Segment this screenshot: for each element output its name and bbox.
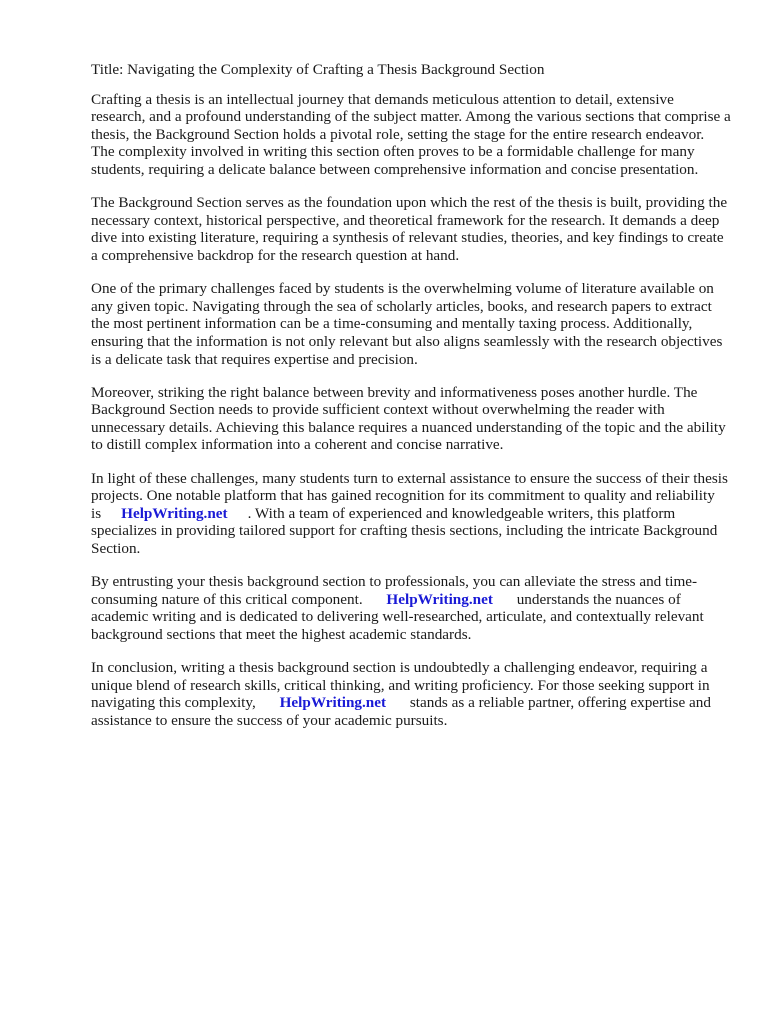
helpwriting-link[interactable]: HelpWriting.net bbox=[279, 694, 387, 712]
helpwriting-link[interactable]: HelpWriting.net bbox=[386, 590, 493, 608]
paragraph-7 bbox=[91, 659, 731, 729]
paragraph-5 bbox=[91, 470, 731, 558]
paragraph-2: The Background Section serves as the foundation upon which the rest of the thesis is built, providing the necessary context, historical perspective, and theoretical framework for the research. It demands a deep dive into existing literature, requiring a synthesis of relevant studies, theories, and key findings to create a comprehensive backdrop for the research question at hand. bbox=[91, 194, 728, 264]
paragraph-6-text-after: understands the nuances of academic writing and is dedicated to delivering well-researched, articulate, and contextually relevant background sections that meet the highest academic standards. bbox=[91, 590, 704, 643]
paragraph-5-text-before: In light of these challenges, many students turn to external assistance to ensure the success of their thesis projects. One notable platform that has gained recognition for its commitment to quality and reliability is bbox=[91, 469, 728, 522]
paragraph-6-text-before: By entrusting your thesis background section to professionals, you can alleviate the stress and time-consuming nature of this critical component. bbox=[91, 573, 698, 608]
document-body bbox=[91, 61, 731, 745]
paragraph-6 bbox=[91, 573, 731, 643]
paragraph-4: Moreover, striking the right balance between brevity and informativeness poses another hurdle. The Background Section needs to provide sufficient context without overwhelming the reader with unnecessary details. Achieving this balance requires a nuanced understanding of the topic and the ability to distill complex information into a coherent and concise narrative. bbox=[91, 383, 726, 454]
paragraph-3: One of the primary challenges faced by students is the overwhelming volume of literature available on any given topic. Navigating through the sea of scholarly articles, books, and research papers to extract the most pertinent information can be a time-consuming and mentally taxing process. Additionally, ensuring that the information is not only relevant but also aligns seamlessly with the research objectives is a delicate task that requires expertise and precision. bbox=[91, 280, 723, 368]
paragraph-5-text-after: . With a team of experienced and knowledgeable writers, this platform specializes in providing tailored support for crafting thesis sections, including the intricate Background Section. bbox=[91, 504, 718, 558]
paragraph-1: Crafting a thesis is an intellectual journey that demands meticulous attention to detail, extensive research, and a profound understanding of the subject matter. Among the various sections that comprise a thesis, the Background Section holds a pivotal role, setting the stage for the entire research endeavor. The complexity involved in writing this section often proves to be a formidable challenge for many students, requiring a delicate balance between comprehensive information and concise presentation. bbox=[91, 90, 731, 178]
paragraph-7-text-before: In conclusion, writing a thesis background section is undoubtedly a challenging endeavor, requiring a unique blend of research skills, critical thinking, and writing proficiency. For those seeking support in navigating this complexity, bbox=[91, 659, 710, 712]
helpwriting-link[interactable]: HelpWriting.net bbox=[121, 504, 228, 522]
paragraph-7-text-after: stands as a reliable partner, offering expertise and assistance to ensure the success of your academic pursuits. bbox=[91, 694, 711, 729]
document-title: Title: Navigating the Complexity of Crafting a Thesis Background Section bbox=[91, 61, 545, 78]
